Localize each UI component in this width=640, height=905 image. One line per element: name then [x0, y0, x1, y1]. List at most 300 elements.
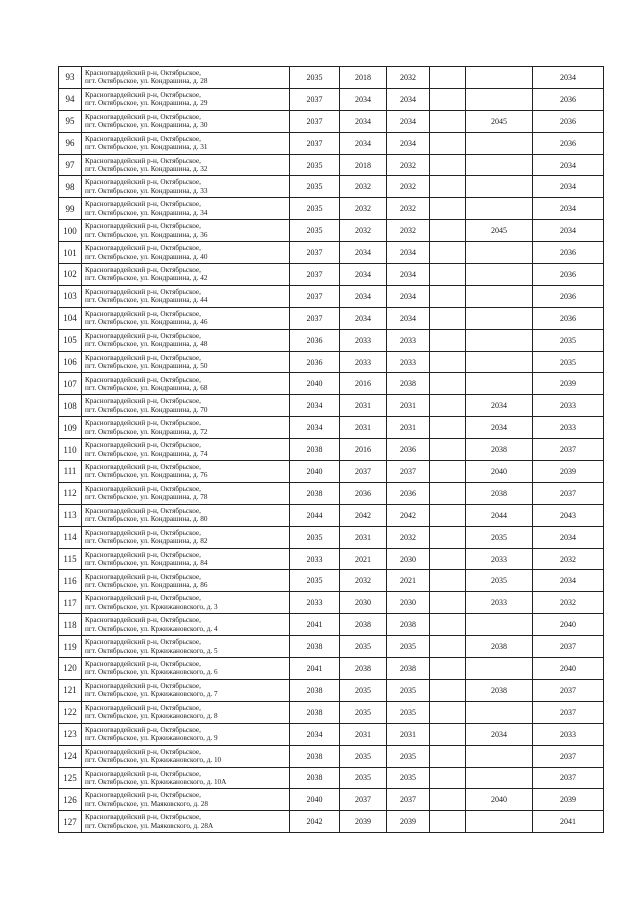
- year-col-5: [466, 745, 533, 767]
- year-col-1: 2035: [290, 526, 340, 548]
- year-col-1: 2034: [290, 395, 340, 417]
- address-line-street: пгт. Октябрьское, ул. Кондрашина, д. 72: [85, 427, 208, 436]
- year-col-1: 2034: [290, 417, 340, 439]
- address-line-street: пгт. Октябрьское, ул. Кондрашина, д. 40: [85, 252, 208, 261]
- year-col-5: [466, 701, 533, 723]
- table-row: [59, 526, 604, 548]
- table-row: [59, 417, 604, 439]
- year-col-3: 2030: [387, 548, 430, 570]
- year-col-2: 2032: [340, 198, 387, 220]
- year-col-4: [430, 439, 466, 461]
- row-number: 106: [59, 351, 82, 373]
- year-col-3: 2031: [387, 417, 430, 439]
- address-cell: [82, 701, 290, 723]
- year-col-1: 2037: [290, 307, 340, 329]
- year-col-6: 2043: [533, 504, 604, 526]
- address-cell: [82, 570, 290, 592]
- row-number: 111: [59, 461, 82, 483]
- year-col-5: [466, 67, 533, 89]
- row-number: 98: [59, 176, 82, 198]
- address-cell: [82, 351, 290, 373]
- table-row: [59, 351, 604, 373]
- address-cell: [82, 395, 290, 417]
- year-col-2: 2038: [340, 658, 387, 680]
- table-row: [59, 307, 604, 329]
- table-row: [59, 614, 604, 636]
- year-col-4: [430, 154, 466, 176]
- year-col-5: [466, 329, 533, 351]
- table-row: [59, 439, 604, 461]
- year-col-5: 2035: [466, 526, 533, 548]
- row-number: 114: [59, 526, 82, 548]
- year-col-1: 2038: [290, 636, 340, 658]
- address-line-district: Красногвардейский р-н, Октябрьское,: [85, 638, 201, 647]
- year-col-1: 2038: [290, 745, 340, 767]
- address-cell: [82, 767, 290, 789]
- address-line-street: пгт. Октябрьское, ул. Кондрашина, д. 78: [85, 493, 208, 502]
- year-col-3: 2032: [387, 198, 430, 220]
- year-col-4: [430, 658, 466, 680]
- year-col-2: 2034: [340, 264, 387, 286]
- address-line-district: Красногвардейский р-н, Октябрьское,: [85, 287, 201, 296]
- year-col-2: 2032: [340, 220, 387, 242]
- year-col-4: [430, 614, 466, 636]
- year-col-1: 2040: [290, 373, 340, 395]
- address-line-district: Красногвардейский р-н, Октябрьское,: [85, 463, 201, 472]
- year-col-6: 2037: [533, 482, 604, 504]
- year-col-4: [430, 67, 466, 89]
- year-col-3: 2032: [387, 526, 430, 548]
- year-col-6: 2035: [533, 329, 604, 351]
- address-cell: [82, 614, 290, 636]
- year-col-3: 2034: [387, 307, 430, 329]
- year-col-2: 2034: [340, 242, 387, 264]
- row-number: 101: [59, 242, 82, 264]
- year-col-6: 2039: [533, 461, 604, 483]
- address-cell: [82, 439, 290, 461]
- address-line-street: пгт. Октябрьское, ул. Кондрашина, д. 74: [85, 449, 208, 458]
- table-row: [59, 461, 604, 483]
- year-col-5: [466, 307, 533, 329]
- address-cell: [82, 548, 290, 570]
- row-number: 102: [59, 264, 82, 286]
- year-col-1: 2037: [290, 132, 340, 154]
- table-row: [59, 548, 604, 570]
- year-col-5: 2035: [466, 570, 533, 592]
- table-row: [59, 88, 604, 110]
- year-col-5: [466, 132, 533, 154]
- year-col-6: 2036: [533, 88, 604, 110]
- address-line-district: Красногвардейский р-н, Октябрьское,: [85, 528, 201, 537]
- year-col-2: 2030: [340, 592, 387, 614]
- year-col-6: 2033: [533, 395, 604, 417]
- table-row: [59, 504, 604, 526]
- address-line-street: пгт. Октябрьское, ул. Кондрашина, д. 31: [85, 143, 208, 152]
- year-col-1: 2038: [290, 679, 340, 701]
- table-row: [59, 745, 604, 767]
- year-col-2: 2037: [340, 461, 387, 483]
- year-col-3: 2034: [387, 264, 430, 286]
- year-col-6: 2036: [533, 264, 604, 286]
- year-col-3: 2031: [387, 723, 430, 745]
- address-line-street: пгт. Октябрьское, ул. Кондрашина, д. 42: [85, 274, 208, 283]
- address-line-district: Красногвардейский р-н, Октябрьское,: [85, 419, 201, 428]
- year-col-4: [430, 264, 466, 286]
- year-col-6: 2039: [533, 789, 604, 811]
- address-line-district: Красногвардейский р-н, Октябрьское,: [85, 375, 201, 384]
- year-col-4: [430, 811, 466, 833]
- table-row: [59, 373, 604, 395]
- year-col-2: 2035: [340, 679, 387, 701]
- year-col-2: 2034: [340, 110, 387, 132]
- year-col-2: 2016: [340, 439, 387, 461]
- year-col-3: 2035: [387, 636, 430, 658]
- address-line-street: пгт. Октябрьское, ул. Кондрашина, д. 36: [85, 230, 208, 239]
- year-col-6: 2037: [533, 767, 604, 789]
- year-col-5: 2034: [466, 417, 533, 439]
- address-cell: [82, 789, 290, 811]
- year-col-2: 2034: [340, 307, 387, 329]
- year-col-5: [466, 154, 533, 176]
- year-col-6: 2034: [533, 198, 604, 220]
- address-cell: [82, 679, 290, 701]
- address-line-district: Красногвардейский р-н, Октябрьское,: [85, 90, 201, 99]
- year-col-6: 2037: [533, 439, 604, 461]
- row-number: 118: [59, 614, 82, 636]
- year-col-4: [430, 767, 466, 789]
- year-col-6: 2033: [533, 417, 604, 439]
- table-row: [59, 285, 604, 307]
- address-line-district: Красногвардейский р-н, Октябрьское,: [85, 791, 201, 800]
- year-col-5: 2040: [466, 461, 533, 483]
- year-col-5: 2038: [466, 439, 533, 461]
- address-line-street: пгт. Октябрьское, ул. Кржижановского, д. 6: [85, 668, 218, 677]
- table-row: [59, 395, 604, 417]
- year-col-4: [430, 307, 466, 329]
- year-col-4: [430, 723, 466, 745]
- year-col-5: 2045: [466, 110, 533, 132]
- year-col-6: 2036: [533, 307, 604, 329]
- year-col-6: 2034: [533, 570, 604, 592]
- year-col-6: 2035: [533, 351, 604, 373]
- address-cell: [82, 198, 290, 220]
- year-col-4: [430, 329, 466, 351]
- year-col-3: 2032: [387, 154, 430, 176]
- address-line-district: Красногвардейский р-н, Октябрьское,: [85, 156, 201, 165]
- year-col-5: 2038: [466, 636, 533, 658]
- table-row: [59, 811, 604, 833]
- year-col-1: 2037: [290, 242, 340, 264]
- row-number: 116: [59, 570, 82, 592]
- year-col-4: [430, 526, 466, 548]
- year-col-2: 2018: [340, 67, 387, 89]
- row-number: 107: [59, 373, 82, 395]
- row-number: 108: [59, 395, 82, 417]
- year-col-6: 2037: [533, 701, 604, 723]
- row-number: 115: [59, 548, 82, 570]
- address-line-district: Красногвардейский р-н, Октябрьское,: [85, 616, 201, 625]
- address-cell: [82, 307, 290, 329]
- address-line-district: Красногвардейский р-н, Октябрьское,: [85, 178, 201, 187]
- year-col-3: 2033: [387, 351, 430, 373]
- address-line-district: Красногвардейский р-н, Октябрьское,: [85, 266, 201, 275]
- table-row: [59, 592, 604, 614]
- table-row: [59, 767, 604, 789]
- address-line-district: Красногвардейский р-н, Октябрьское,: [85, 681, 201, 690]
- row-number: 100: [59, 220, 82, 242]
- address-cell: [82, 264, 290, 286]
- address-line-street: пгт. Октябрьское, ул. Кондрашина, д. 32: [85, 165, 208, 173]
- year-col-6: 2037: [533, 679, 604, 701]
- address-cell: [82, 329, 290, 351]
- year-col-3: 2038: [387, 658, 430, 680]
- year-col-4: [430, 461, 466, 483]
- row-number: 93: [59, 67, 82, 89]
- year-col-1: 2042: [290, 811, 340, 833]
- year-col-4: [430, 570, 466, 592]
- year-col-5: 2040: [466, 789, 533, 811]
- address-line-street: пгт. Октябрьское, ул. Кондрашина, д. 33: [85, 186, 208, 195]
- row-number: 104: [59, 307, 82, 329]
- year-col-1: 2037: [290, 88, 340, 110]
- year-col-2: 2032: [340, 570, 387, 592]
- address-line-street: пгт. Октябрьское, ул. Кондрашина, д. 46: [85, 318, 208, 327]
- table-row: [59, 701, 604, 723]
- year-col-3: 2034: [387, 132, 430, 154]
- address-line-street: пгт. Октябрьское, ул. Кондрашина, д. 86: [85, 580, 208, 589]
- year-col-6: 2036: [533, 285, 604, 307]
- year-col-1: 2041: [290, 658, 340, 680]
- address-line-street: пгт. Октябрьское, ул. Кондрашина, д. 34: [85, 208, 208, 217]
- address-cell: [82, 285, 290, 307]
- table-row: [59, 220, 604, 242]
- year-col-3: 2021: [387, 570, 430, 592]
- year-col-5: [466, 176, 533, 198]
- year-col-3: 2030: [387, 592, 430, 614]
- year-col-5: 2044: [466, 504, 533, 526]
- year-col-2: 2035: [340, 767, 387, 789]
- address-line-street: пгт. Октябрьское, ул. Кондрашина, д. 76: [85, 471, 208, 480]
- table-row: [59, 482, 604, 504]
- address-line-district: Красногвардейский р-н, Октябрьское,: [85, 353, 201, 362]
- address-line-district: Красногвардейский р-н, Октябрьское,: [85, 222, 201, 231]
- year-col-5: 2038: [466, 482, 533, 504]
- address-line-street: пгт. Октябрьское, ул. Кондрашина, д. 68: [85, 383, 208, 392]
- address-cell: [82, 373, 290, 395]
- row-number: 124: [59, 745, 82, 767]
- address-cell: [82, 482, 290, 504]
- address-cell: [82, 811, 290, 833]
- year-col-1: 2035: [290, 198, 340, 220]
- address-cell: [82, 592, 290, 614]
- address-line-street: пгт. Октябрьское, ул. Кондрашина, д. 50: [85, 362, 208, 371]
- year-col-1: 2033: [290, 592, 340, 614]
- row-number: 95: [59, 110, 82, 132]
- year-col-3: 2042: [387, 504, 430, 526]
- year-col-4: [430, 351, 466, 373]
- table-row: [59, 242, 604, 264]
- year-col-6: 2037: [533, 636, 604, 658]
- year-col-3: 2034: [387, 285, 430, 307]
- year-col-2: 2031: [340, 723, 387, 745]
- year-col-3: 2035: [387, 679, 430, 701]
- year-col-1: 2033: [290, 548, 340, 570]
- address-line-street: пгт. Октябрьское, ул. Кржижановского, д. 3: [85, 602, 218, 611]
- year-col-2: 2035: [340, 701, 387, 723]
- year-col-3: 2034: [387, 110, 430, 132]
- address-cell: [82, 154, 290, 176]
- year-col-4: [430, 110, 466, 132]
- year-col-6: 2040: [533, 658, 604, 680]
- year-col-1: 2044: [290, 504, 340, 526]
- table-row: [59, 176, 604, 198]
- year-col-2: 2031: [340, 417, 387, 439]
- table-row: [59, 723, 604, 745]
- year-col-3: 2038: [387, 373, 430, 395]
- year-col-5: 2034: [466, 395, 533, 417]
- year-col-2: 2031: [340, 526, 387, 548]
- year-col-2: 2034: [340, 132, 387, 154]
- year-col-5: [466, 658, 533, 680]
- address-cell: [82, 88, 290, 110]
- year-col-5: [466, 242, 533, 264]
- year-col-3: 2036: [387, 439, 430, 461]
- table-row: [59, 658, 604, 680]
- year-col-2: 2018: [340, 154, 387, 176]
- address-line-street: пгт. Октябрьское, ул. Маяковского, д. 28: [85, 799, 208, 808]
- address-cell: [82, 132, 290, 154]
- address-line-district: Красногвардейский р-н, Октябрьское,: [85, 572, 201, 581]
- address-cell: [82, 723, 290, 745]
- year-col-1: 2035: [290, 176, 340, 198]
- year-col-3: 2032: [387, 176, 430, 198]
- address-cell: [82, 220, 290, 242]
- table-body: [59, 67, 604, 833]
- address-line-district: Красногвардейский р-н, Октябрьское,: [85, 441, 201, 450]
- year-col-1: 2038: [290, 482, 340, 504]
- year-col-1: 2038: [290, 439, 340, 461]
- year-col-3: 2034: [387, 88, 430, 110]
- year-col-4: [430, 242, 466, 264]
- address-cell: [82, 242, 290, 264]
- year-col-2: 2032: [340, 176, 387, 198]
- year-col-3: 2038: [387, 614, 430, 636]
- row-number: 121: [59, 679, 82, 701]
- year-col-1: 2037: [290, 264, 340, 286]
- address-line-street: пгт. Октябрьское, ул. Кржижановского, д. 4: [85, 624, 218, 633]
- address-line-street: пгт. Октябрьское, ул. Кондрашина, д. 84: [85, 559, 208, 568]
- year-col-6: 2039: [533, 373, 604, 395]
- year-col-6: 2032: [533, 592, 604, 614]
- address-line-district: Красногвардейский р-н, Октябрьское,: [85, 769, 201, 778]
- year-col-1: 2034: [290, 723, 340, 745]
- address-line-street: пгт. Октябрьское, ул. Кржижановского, д. 5: [85, 646, 218, 655]
- address-cell: [82, 417, 290, 439]
- table-row: [59, 132, 604, 154]
- year-col-2: 2021: [340, 548, 387, 570]
- year-col-5: 2038: [466, 679, 533, 701]
- year-col-6: 2034: [533, 220, 604, 242]
- year-col-2: 2036: [340, 482, 387, 504]
- year-col-5: [466, 614, 533, 636]
- year-col-6: 2034: [533, 154, 604, 176]
- year-col-1: 2035: [290, 67, 340, 89]
- year-col-3: 2035: [387, 767, 430, 789]
- year-col-3: 2031: [387, 395, 430, 417]
- address-line-street: пгт. Октябрьское, ул. Кржижановского, д. 10А: [85, 777, 227, 786]
- row-number: 123: [59, 723, 82, 745]
- year-col-2: 2035: [340, 636, 387, 658]
- address-line-district: Красногвардейский р-н, Октябрьское,: [85, 309, 201, 318]
- year-col-2: 2042: [340, 504, 387, 526]
- row-number: 110: [59, 439, 82, 461]
- table-row: [59, 329, 604, 351]
- year-col-2: 2039: [340, 811, 387, 833]
- address-line-district: Красногвардейский р-н, Октябрьское,: [85, 331, 201, 340]
- year-col-6: 2040: [533, 614, 604, 636]
- row-number: 120: [59, 658, 82, 680]
- year-col-5: [466, 767, 533, 789]
- address-line-street: пгт. Октябрьское, ул. Кржижановского, д. 8: [85, 712, 218, 721]
- year-col-4: [430, 482, 466, 504]
- year-col-5: [466, 351, 533, 373]
- year-col-4: [430, 198, 466, 220]
- address-line-district: Красногвардейский р-н, Октябрьское,: [85, 397, 201, 406]
- row-number: 109: [59, 417, 82, 439]
- address-cell: [82, 461, 290, 483]
- year-col-5: [466, 264, 533, 286]
- address-line-district: Красногвардейский р-н, Октябрьское,: [85, 660, 201, 669]
- address-line-district: Красногвардейский р-н, Октябрьское,: [85, 69, 201, 78]
- address-line-district: Красногвардейский р-н, Октябрьское,: [85, 112, 201, 121]
- address-line-street: пгт. Октябрьское, ул. Маяковского, д. 28А: [85, 821, 214, 830]
- address-line-street: пгт. Октябрьское, ул. Кондрашина, д. 29: [85, 99, 208, 108]
- year-col-5: [466, 88, 533, 110]
- year-col-6: 2034: [533, 67, 604, 89]
- year-col-2: 2034: [340, 88, 387, 110]
- year-col-6: 2037: [533, 745, 604, 767]
- year-col-2: 2034: [340, 285, 387, 307]
- table-row: [59, 198, 604, 220]
- year-col-4: [430, 789, 466, 811]
- address-cell: [82, 526, 290, 548]
- table-row: [59, 570, 604, 592]
- address-line-street: пгт. Октябрьское, ул. Кондрашина, д. 44: [85, 296, 208, 305]
- year-col-3: 2034: [387, 242, 430, 264]
- address-line-street: пгт. Октябрьское, ул. Кондрашина, д. 70: [85, 405, 208, 414]
- year-col-4: [430, 504, 466, 526]
- year-col-2: 2033: [340, 351, 387, 373]
- address-cell: [82, 67, 290, 89]
- address-line-district: Красногвардейский р-н, Октябрьское,: [85, 725, 201, 734]
- year-col-3: 2032: [387, 220, 430, 242]
- year-col-1: 2036: [290, 329, 340, 351]
- row-number: 117: [59, 592, 82, 614]
- year-col-4: [430, 417, 466, 439]
- address-line-district: Красногвардейский р-н, Октябрьское,: [85, 747, 201, 756]
- year-col-3: 2039: [387, 811, 430, 833]
- year-col-1: 2040: [290, 789, 340, 811]
- row-number: 94: [59, 88, 82, 110]
- year-col-6: 2032: [533, 548, 604, 570]
- address-line-district: Красногвардейский р-н, Октябрьское,: [85, 244, 201, 253]
- address-cell: [82, 636, 290, 658]
- year-col-5: [466, 198, 533, 220]
- year-col-4: [430, 745, 466, 767]
- row-number: 105: [59, 329, 82, 351]
- year-col-6: 2034: [533, 526, 604, 548]
- year-col-1: 2038: [290, 701, 340, 723]
